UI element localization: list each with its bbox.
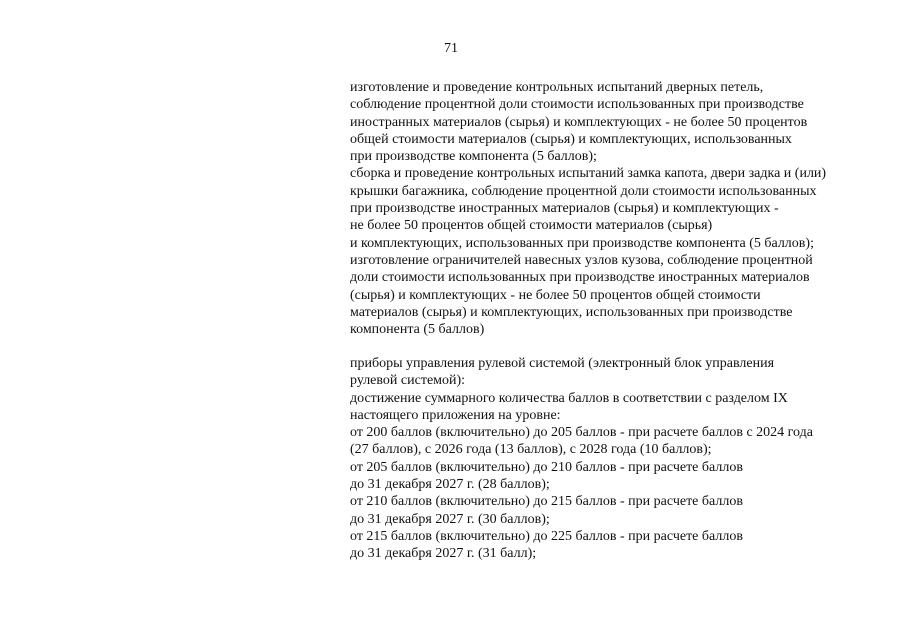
text-line: компонента (5 баллов) <box>350 322 485 338</box>
paragraph-block-components <box>350 79 890 338</box>
text-line: общей стоимости материалов (сырья) и комплектующих, использованных <box>350 131 792 147</box>
text-line: крышки багажника, соблюдение процентной доли стоимости использованных <box>350 183 817 199</box>
text-line: изготовление ограничителей навесных узлов кузова, соблюдение процентной <box>350 252 813 268</box>
text-line: при производстве иностранных материалов (сырья) и комплектующих - <box>350 201 779 217</box>
text-line: иностранных материалов (сырья) и комплектующих - не более 50 процентов <box>350 114 808 130</box>
text-line: материалов (сырья) и комплектующих, использованных при производстве <box>350 304 793 320</box>
text-line: от 200 баллов (включительно) до 205 баллов - при расчете баллов с 2024 года <box>350 425 813 441</box>
text-line: от 205 баллов (включительно) до 210 баллов - при расчете баллов <box>350 459 743 475</box>
text-line: не более 50 процентов общей стоимости материалов (сырья) <box>350 218 713 234</box>
text-line: достижение суммарного количества баллов в соответствии с разделом IX <box>350 390 788 406</box>
text-line: от 210 баллов (включительно) до 215 баллов - при расчете баллов <box>350 494 743 510</box>
text-line: при производстве компонента (5 баллов); <box>350 149 597 165</box>
text-line: до 31 декабря 2027 г. (31 балл); <box>350 546 537 562</box>
paragraph-block-steering <box>350 355 890 563</box>
text-line: и комплектующих, использованных при производстве компонента (5 баллов); <box>350 235 814 251</box>
text-line: (27 баллов), с 2026 года (13 баллов), с 2028 года (10 баллов); <box>350 442 712 458</box>
text-line: приборы управления рулевой системой (электронный блок управления <box>350 356 775 371</box>
text-line: до 31 декабря 2027 г. (28 баллов); <box>350 477 550 493</box>
text-line: доли стоимости использованных при производстве иностранных материалов <box>350 270 810 286</box>
text-line: изготовление и проведение контрольных испытаний дверных петель, <box>350 80 764 95</box>
text-line: настоящего приложения на уровне: <box>350 407 561 423</box>
text-line: сборка и проведение контрольных испытаний замка капота, двери задка и (или) <box>350 166 827 182</box>
text-line: рулевой системой): <box>350 373 466 389</box>
text-line: (сырья) и комплектующих - не более 50 процентов общей стоимости <box>350 287 761 303</box>
page-number: 71 <box>444 41 458 56</box>
text-line: соблюдение процентной доли стоимости использованных при производстве <box>350 97 804 113</box>
text-line: до 31 декабря 2027 г. (30 баллов); <box>350 511 550 527</box>
text-line: от 215 баллов (включительно) до 225 баллов - при расчете баллов <box>350 528 743 544</box>
